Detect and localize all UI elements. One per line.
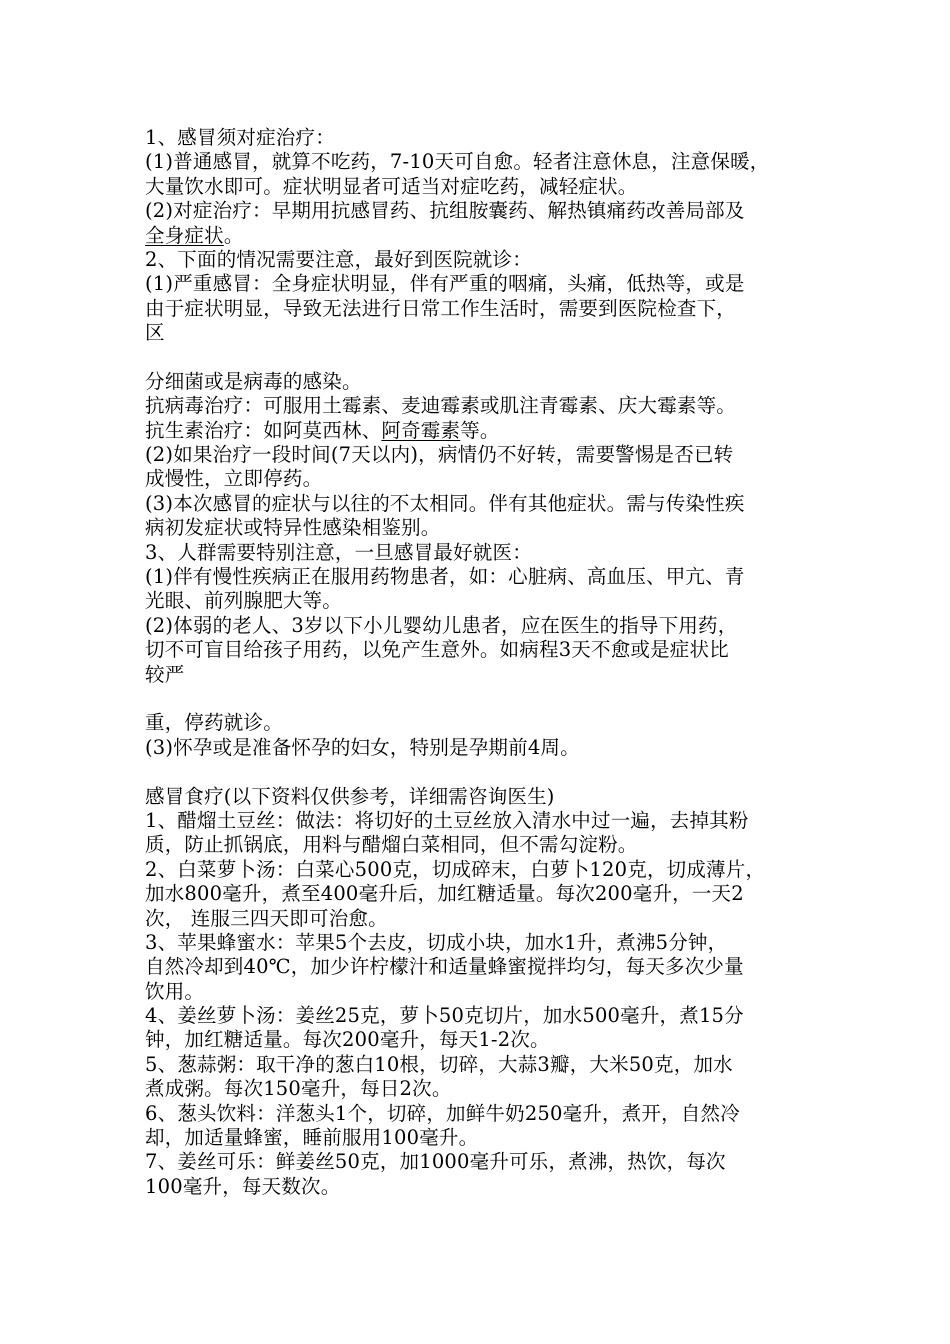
text-line: 3、人群需要特别注意，一旦感冒最好就医： <box>145 540 532 564</box>
document-body <box>145 126 820 1199</box>
text-line: 病初发症状或特异性感染相鉴别。 <box>145 516 441 540</box>
text-line: 质，防止抓锅底，用料与醋熘白菜相同，但不需勾淀粉。 <box>145 833 638 857</box>
text-line: (1)伴有慢性疾病正在服用药物患者，如：心脏病、高血压、甲亢、青 <box>145 565 745 589</box>
text-line: 饮用。 <box>145 979 205 1003</box>
text-line: 1、醋熘土豆丝：做法：将切好的土豆丝放入清水中过一遍，去掉其粉 <box>145 808 749 832</box>
blank-line <box>145 346 820 370</box>
text-line: 2、白菜萝卜汤：白菜心500克，切成碎末，白萝卜120克，切成薄片， <box>145 857 766 881</box>
text-line: (2)如果治疗一段时间(7天以内)，病情仍不好转，需要警惕是否已转 <box>145 443 734 467</box>
text-line: 感冒食疗(以下资料仅供参考，详细需咨询医生) <box>145 784 555 808</box>
text-line: 切不可盲目给孩子用药，以免产生意外。如病程3天不愈或是症状比 <box>145 638 729 662</box>
text-line <box>145 224 820 248</box>
blank-line <box>145 687 820 711</box>
text-line: 区 <box>145 321 165 345</box>
text-line: (2)对症治疗：早期用抗感冒药、抗组胺囊药、解热镇痛药改善局部及 <box>145 199 745 223</box>
text-line: 抗病毒治疗：可服用土霉素、麦迪霉素或肌注青霉素、庆大霉素等。 <box>145 394 737 418</box>
text-line: 煮成粥。每次150毫升，每日2次。 <box>145 1077 452 1101</box>
text-line: 分细菌或是病毒的感染。 <box>145 369 362 393</box>
underlined-term-link[interactable]: 全身症状 <box>145 223 224 247</box>
text-line: 100毫升，每天数次。 <box>145 1174 341 1198</box>
text-segment: 等。 <box>460 418 500 442</box>
blank-line <box>145 760 820 784</box>
text-line: 大量饮水即可。症状明显者可适当对症吃药，减轻症状。 <box>145 174 638 198</box>
text-line: (1)普通感冒，就算不吃药，7-10天可自愈。轻者注意休息，注意保暖， <box>145 150 770 174</box>
text-line: 2、下面的情况需要注意，最好到医院就诊： <box>145 247 532 271</box>
text-line: 4、姜丝萝卜汤：姜丝25克，萝卜50克切片，加水500毫升，煮15分 <box>145 1004 744 1028</box>
text-line: (3)本次感冒的症状与以往的不太相同。伴有其他症状。需与传染性疾 <box>145 491 745 515</box>
text-line: 6、葱头饮料：洋葱头1个，切碎，加鲜牛奶250毫升，煮开，自然冷 <box>145 1101 740 1125</box>
text-line: 较严 <box>145 662 185 686</box>
text-line: 1、感冒须对症治疗： <box>145 126 335 149</box>
text-line: 钟，加红糖适量。每次200毫升，每天1-2次。 <box>145 1028 550 1052</box>
text-line: 加水800毫升，煮至400毫升后，加红糖适量。每次200毫升，一天2 <box>145 882 744 906</box>
text-line <box>145 419 820 443</box>
text-line: 成慢性，立即停药。 <box>145 467 323 491</box>
text-segment: 。 <box>223 223 244 247</box>
text-line: 重，停药就诊。 <box>145 711 283 735</box>
underlined-term-link[interactable]: 阿奇霉素 <box>381 418 461 442</box>
text-line: (1)严重感冒：全身症状明显，伴有严重的咽痛，头痛，低热等，或是 <box>145 272 745 296</box>
text-line: 次， 连服三四天即可治愈。 <box>145 906 388 930</box>
text-line: 5、葱蒜粥：取干净的葱白10根，切碎，大蒜3瓣，大米50克，加水 <box>145 1052 733 1076</box>
text-line: 却，加适量蜂蜜，睡前服用100毫升。 <box>145 1126 479 1150</box>
text-line: 自然冷却到40℃，加少许柠檬汁和适量蜂蜜搅拌均匀，每天多次少量 <box>145 955 744 979</box>
text-line: (2)体弱的老人、3岁以下小儿婴幼儿患者，应在医生的指导下用药， <box>145 613 738 637</box>
text-line: 3、苹果蜂蜜水：苹果5个去皮，切成小块，加水1升，煮沸5分钟， <box>145 930 728 954</box>
text-line: 由于症状明显，导致无法进行日常工作生活时，需要到医院检查下， <box>145 296 737 320</box>
text-line: 光眼、前列腺肥大等。 <box>145 589 343 613</box>
text-line: (3)怀孕或是准备怀孕的妇女，特别是孕期前4周。 <box>145 735 580 759</box>
text-segment: 抗生素治疗：如阿莫西林、 <box>145 418 382 442</box>
text-line: 7、姜丝可乐：鲜姜丝50克，加1000毫升可乐，煮沸，热饮，每次 <box>145 1150 726 1174</box>
